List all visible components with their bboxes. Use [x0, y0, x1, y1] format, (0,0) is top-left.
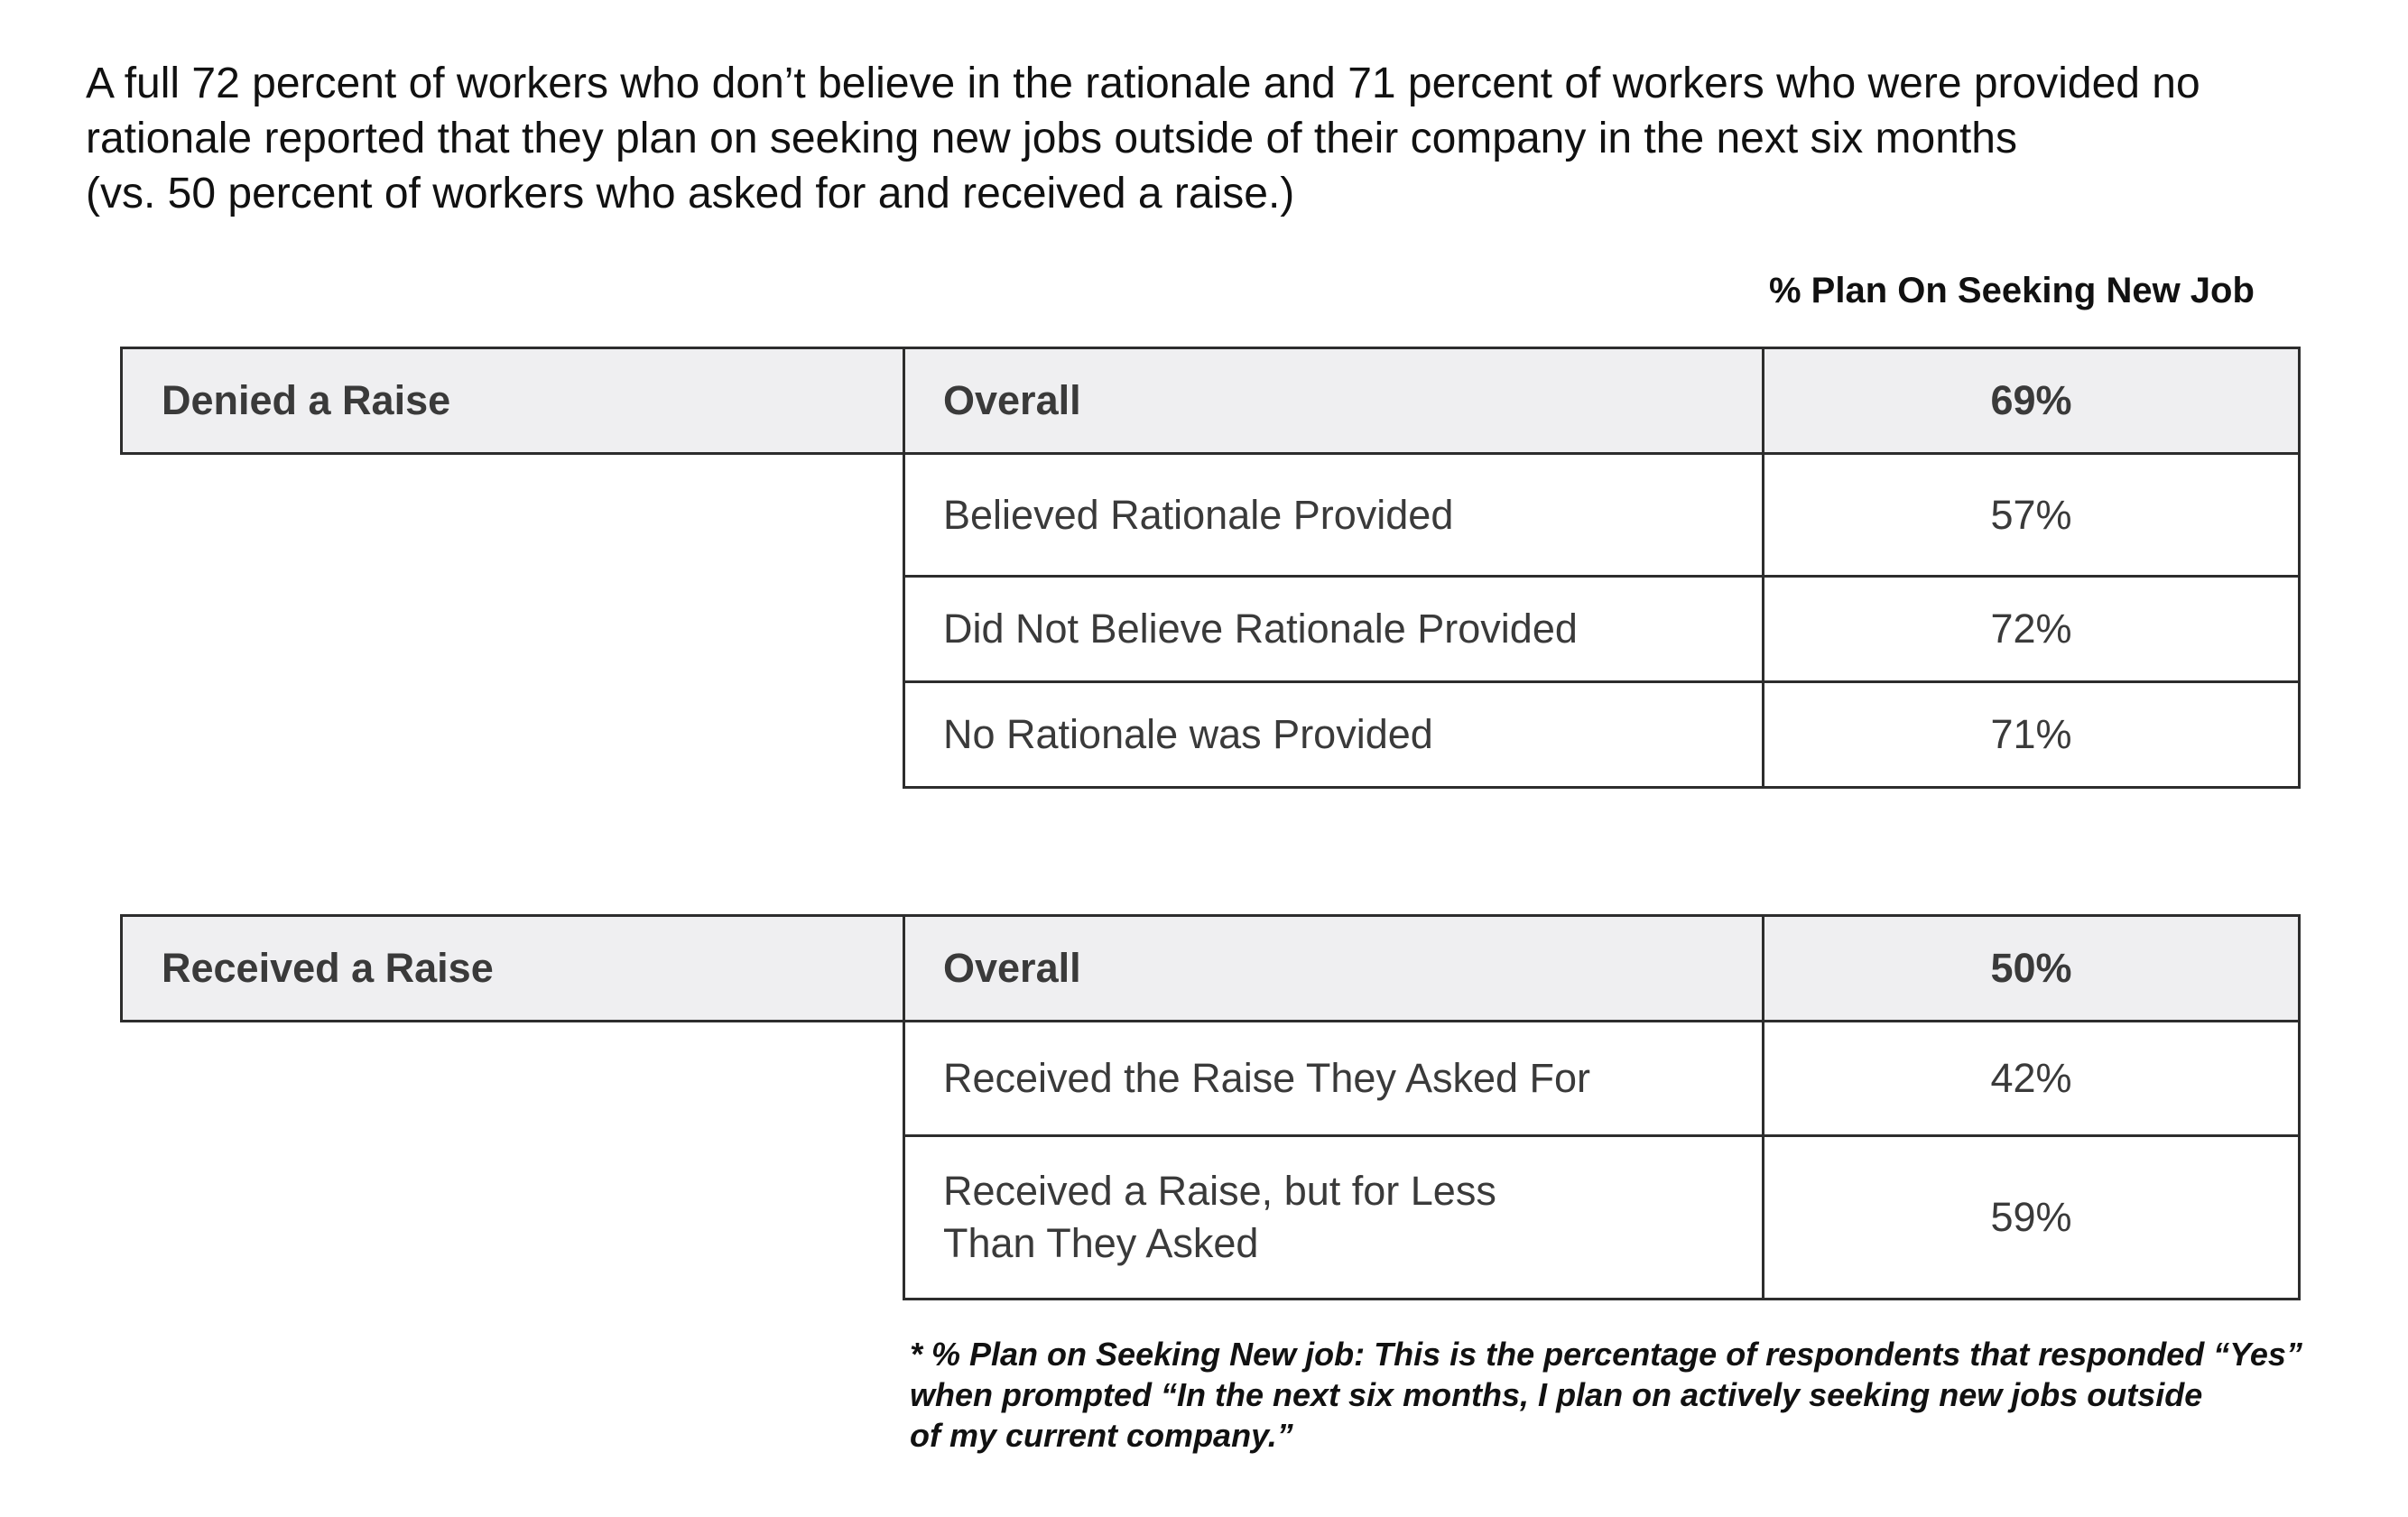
- intro-line-2: rationale reported that they plan on seeking new jobs outside of their company in the next six months: [86, 115, 2017, 162]
- row-value-text: 42%: [1990, 1055, 2072, 1101]
- intro-line-1: A full 72 percent of workers who don’t believe in the rationale and 71 percent of workers who were provided no: [86, 60, 2200, 107]
- row-label-text: Received the Raise They Asked For: [943, 1055, 1591, 1101]
- row-label-text: Believed Rationale Provided: [943, 491, 1454, 538]
- row-value-text: 69%: [1990, 377, 2072, 423]
- intro-line-3: (vs. 50 percent of workers who asked for and received a raise.): [86, 170, 1295, 217]
- footnote-line-2: when prompted “In the next six months, I plan on actively seeking new jobs outside: [910, 1376, 2203, 1413]
- footnote-line-3: of my current company.”: [910, 1417, 1293, 1454]
- footnote-line-1: * % Plan on Seeking New job: This is the percentage of respondents that responded “Yes”: [910, 1336, 2302, 1373]
- row-label-denied-overall: [903, 347, 1764, 455]
- row-value-denied-overall: [1762, 347, 2301, 455]
- row-label-received-asked: [903, 1020, 1764, 1137]
- row-value-text: 59%: [1990, 1194, 2072, 1240]
- row-value-not-believed: [1762, 575, 2301, 683]
- row-value-text: 72%: [1990, 606, 2072, 652]
- row-label-line-2: Than They Asked: [943, 1220, 1259, 1266]
- row-label-received-overall: [903, 914, 1764, 1022]
- row-value-no-rationale: [1762, 680, 2301, 789]
- row-label-not-believed: [903, 575, 1764, 683]
- row-label-text: [943, 1165, 1496, 1270]
- group-label-received: [120, 914, 905, 1022]
- row-label-text: Did Not Believe Rationale Provided: [943, 606, 1578, 652]
- row-value-received-less: [1762, 1134, 2301, 1300]
- row-value-text: 50%: [1990, 945, 2072, 991]
- row-value-believed: [1762, 452, 2301, 578]
- intro-text: [86, 56, 2369, 221]
- group-label-denied: [120, 347, 905, 455]
- row-label-text: No Rationale was Provided: [943, 711, 1433, 757]
- row-label-believed: [903, 452, 1764, 578]
- row-label-line-1: Received a Raise, but for Less: [943, 1168, 1496, 1214]
- group-label-text: Received a Raise: [162, 945, 494, 991]
- row-value-received-asked: [1762, 1020, 2301, 1137]
- row-label-text: Overall: [943, 377, 1081, 423]
- column-header: % Plan On Seeking New Job: [1769, 271, 2255, 310]
- row-value-text: 57%: [1990, 491, 2072, 538]
- footnote: [910, 1334, 2336, 1456]
- row-label-text: Overall: [943, 945, 1081, 991]
- group-label-text: Denied a Raise: [162, 377, 451, 423]
- row-value-received-overall: [1762, 914, 2301, 1022]
- row-label-no-rationale: [903, 680, 1764, 789]
- row-value-text: 71%: [1990, 711, 2072, 757]
- row-label-received-less: [903, 1134, 1764, 1300]
